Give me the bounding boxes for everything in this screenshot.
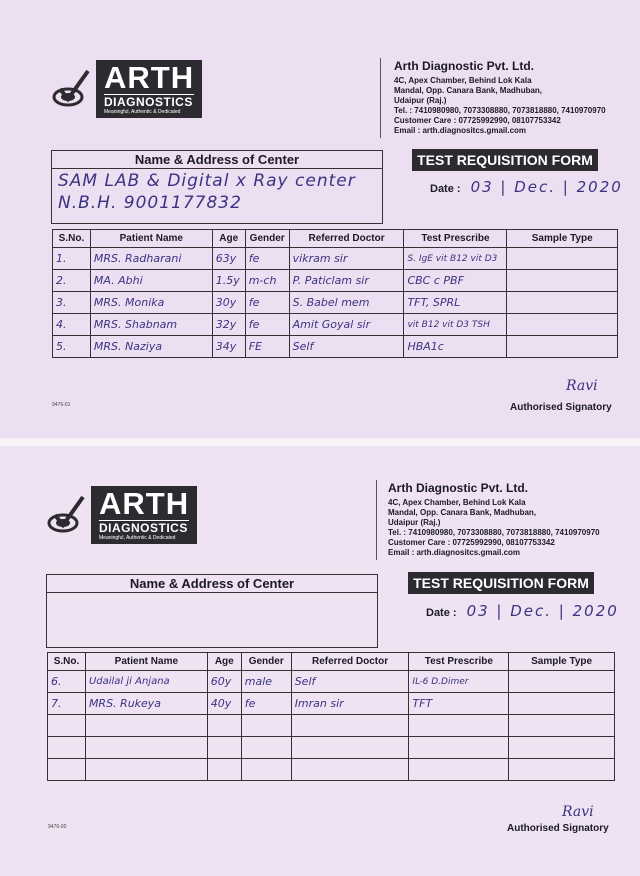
cell-patient-name: MRS. Rukeya bbox=[85, 693, 207, 715]
cell-patient-name: Udailal ji Anjana bbox=[85, 671, 207, 693]
signature-mark: Ravi bbox=[562, 804, 594, 820]
cell-patient-name: MRS. Monika bbox=[90, 292, 212, 314]
cell-referred-doctor: P. Paticlam sir bbox=[289, 270, 404, 292]
center-line-1 bbox=[47, 593, 377, 597]
col-age: Age bbox=[212, 230, 245, 248]
cell-test-prescribe bbox=[409, 759, 509, 781]
company-info bbox=[388, 480, 600, 558]
company-tel: Tel. : 7410980980, 7073308880, 7073818880, 7410970970 bbox=[388, 528, 600, 537]
cell-sno: 1. bbox=[53, 248, 91, 270]
logo-name: ARTH bbox=[104, 60, 195, 95]
cell-sample-type bbox=[509, 759, 615, 781]
center-line-2: N.B.H. 9001177832 bbox=[58, 193, 242, 213]
cell-sno bbox=[48, 737, 86, 759]
cell-gender: male bbox=[241, 671, 291, 693]
table-header bbox=[48, 653, 615, 671]
cell-sample-type bbox=[507, 292, 618, 314]
cell-referred-doctor: Imran sir bbox=[291, 693, 409, 715]
cell-age bbox=[207, 759, 241, 781]
center-line-1: SAM LAB & Digital x Ray center bbox=[58, 171, 356, 191]
logo-sub: DIAGNOSTICS bbox=[104, 95, 193, 109]
company-email: Email : arth.diagnositcs.gmail.com bbox=[388, 548, 521, 557]
cell-age: 30y bbox=[212, 292, 245, 314]
cell-test-prescribe: HBA1c bbox=[404, 336, 507, 358]
cell-gender: fe bbox=[245, 248, 289, 270]
company-name: Arth Diagnostic Pvt. Ltd. bbox=[394, 59, 535, 73]
company-name: Arth Diagnostic Pvt. Ltd. bbox=[388, 481, 529, 495]
cell-gender bbox=[241, 737, 291, 759]
col-sample-type: Sample Type bbox=[507, 230, 618, 248]
cell-age: 32y bbox=[212, 314, 245, 336]
cell-test-prescribe: TFT bbox=[409, 693, 509, 715]
table-header bbox=[53, 230, 618, 248]
table-row bbox=[53, 314, 618, 336]
arth-logo bbox=[45, 486, 197, 544]
signature-mark: Ravi bbox=[566, 378, 598, 394]
cell-gender: fe bbox=[241, 693, 291, 715]
cell-sample-type bbox=[507, 270, 618, 292]
cell-sample-type bbox=[509, 715, 615, 737]
cell-sample-type bbox=[509, 737, 615, 759]
cell-test-prescribe: IL-6 D.Dimer bbox=[409, 671, 509, 693]
date-field bbox=[426, 602, 619, 620]
cell-referred-doctor: S. Babel mem bbox=[289, 292, 404, 314]
cell-gender: FE bbox=[245, 336, 289, 358]
table-row bbox=[53, 292, 618, 314]
col-referred-doctor: Referred Doctor bbox=[289, 230, 404, 248]
cell-age: 1.5y bbox=[212, 270, 245, 292]
col-age: Age bbox=[207, 653, 241, 671]
date-value: 03 | Dec. | 2020 bbox=[466, 602, 619, 620]
cell-age: 60y bbox=[207, 671, 241, 693]
cell-patient-name: MRS. Naziya bbox=[90, 336, 212, 358]
form-code: 9476-01 bbox=[52, 402, 71, 408]
patient-table bbox=[47, 652, 615, 781]
company-address-3: Udaipur (Raj.) bbox=[388, 518, 441, 527]
center-box bbox=[51, 150, 383, 224]
form-title: TEST REQUISITION FORM bbox=[412, 149, 598, 171]
col-test-prescribe: Test Prescribe bbox=[404, 230, 507, 248]
cell-patient-name bbox=[85, 737, 207, 759]
table-row bbox=[48, 671, 615, 693]
authorised-signatory: Authorised Signatory bbox=[507, 823, 609, 834]
table-row bbox=[48, 759, 615, 781]
cell-referred-doctor: vikram sir bbox=[289, 248, 404, 270]
cell-sample-type bbox=[509, 671, 615, 693]
form-code: 9476-00 bbox=[48, 824, 67, 830]
cell-sample-type bbox=[507, 248, 618, 270]
cell-gender bbox=[241, 715, 291, 737]
col-sno: S.No. bbox=[53, 230, 91, 248]
cell-test-prescribe: TFT, SPRL bbox=[404, 292, 507, 314]
cell-age: 40y bbox=[207, 693, 241, 715]
table-row bbox=[48, 693, 615, 715]
col-gender: Gender bbox=[245, 230, 289, 248]
cell-gender: m-ch bbox=[245, 270, 289, 292]
logo-tagline: Meaningful, Authentic & Dedicated bbox=[99, 535, 176, 541]
cell-sno: 5. bbox=[53, 336, 91, 358]
table-row bbox=[48, 737, 615, 759]
company-address-2: Mandal, Opp. Canara Bank, Madhuban, bbox=[394, 86, 543, 95]
company-address-1: 4C, Apex Chamber, Behind Lok Kala bbox=[394, 76, 532, 85]
patient-table bbox=[52, 229, 618, 358]
cell-patient-name bbox=[85, 715, 207, 737]
company-email: Email : arth.diagnositcs.gmail.com bbox=[394, 126, 527, 135]
form-title: TEST REQUISITION FORM bbox=[408, 572, 594, 594]
col-referred-doctor: Referred Doctor bbox=[291, 653, 409, 671]
company-address-1: 4C, Apex Chamber, Behind Lok Kala bbox=[388, 498, 526, 507]
center-title: Name & Address of Center bbox=[52, 151, 382, 169]
cell-patient-name bbox=[85, 759, 207, 781]
cell-gender: fe bbox=[245, 292, 289, 314]
cell-referred-doctor: Amit Goyal sir bbox=[289, 314, 404, 336]
table-row bbox=[53, 336, 618, 358]
cell-referred-doctor bbox=[291, 737, 409, 759]
cell-test-prescribe: CBC c PBF bbox=[404, 270, 507, 292]
table-row bbox=[53, 270, 618, 292]
cell-referred-doctor bbox=[291, 715, 409, 737]
cell-test-prescribe bbox=[409, 715, 509, 737]
cell-age bbox=[207, 737, 241, 759]
logo-check-icon bbox=[45, 495, 85, 535]
date-label: Date : bbox=[426, 607, 457, 619]
center-box bbox=[46, 574, 378, 648]
col-gender: Gender bbox=[241, 653, 291, 671]
cell-referred-doctor bbox=[291, 759, 409, 781]
date-label: Date : bbox=[430, 183, 461, 195]
logo-name: ARTH bbox=[99, 486, 190, 521]
cell-sno: 3. bbox=[53, 292, 91, 314]
company-address-2: Mandal, Opp. Canara Bank, Madhuban, bbox=[388, 508, 537, 517]
header-divider bbox=[376, 480, 377, 560]
cell-patient-name: MRS. Radharani bbox=[90, 248, 212, 270]
date-value: 03 | Dec. | 2020 bbox=[470, 178, 623, 196]
requisition-form-2 bbox=[0, 446, 640, 876]
company-address-3: Udaipur (Raj.) bbox=[394, 96, 447, 105]
company-care: Customer Care : 07725992990, 08107753342 bbox=[394, 116, 561, 125]
cell-gender bbox=[241, 759, 291, 781]
cell-sno: 6. bbox=[48, 671, 86, 693]
cell-patient-name: MRS. Shabnam bbox=[90, 314, 212, 336]
company-info bbox=[394, 58, 606, 136]
col-sample-type: Sample Type bbox=[509, 653, 615, 671]
header-divider bbox=[380, 58, 381, 138]
logo-box bbox=[91, 486, 197, 544]
cell-sno: 2. bbox=[53, 270, 91, 292]
cell-test-prescribe: S. IgE vit B12 vit D3 bbox=[404, 248, 507, 270]
cell-patient-name: MA. Abhi bbox=[90, 270, 212, 292]
cell-gender: fe bbox=[245, 314, 289, 336]
arth-logo bbox=[50, 60, 202, 118]
date-field bbox=[430, 178, 623, 196]
cell-sno bbox=[48, 759, 86, 781]
table-row bbox=[53, 248, 618, 270]
logo-tagline: Meaningful, Authentic & Dedicated bbox=[104, 109, 181, 115]
cell-sno: 7. bbox=[48, 693, 86, 715]
company-tel: Tel. : 7410980980, 7073308880, 7073818880, 7410970970 bbox=[394, 106, 606, 115]
cell-age bbox=[207, 715, 241, 737]
cell-referred-doctor: Self bbox=[291, 671, 409, 693]
cell-sample-type bbox=[507, 314, 618, 336]
col-patient-name: Patient Name bbox=[90, 230, 212, 248]
logo-sub: DIAGNOSTICS bbox=[99, 521, 188, 535]
logo-box bbox=[96, 60, 202, 118]
cell-sample-type bbox=[509, 693, 615, 715]
cell-age: 34y bbox=[212, 336, 245, 358]
authorised-signatory: Authorised Signatory bbox=[510, 402, 612, 413]
cell-test-prescribe: vit B12 vit D3 TSH bbox=[404, 314, 507, 336]
logo-check-icon bbox=[50, 69, 90, 109]
col-patient-name: Patient Name bbox=[85, 653, 207, 671]
col-test-prescribe: Test Prescribe bbox=[409, 653, 509, 671]
cell-referred-doctor: Self bbox=[289, 336, 404, 358]
table-row bbox=[48, 715, 615, 737]
cell-test-prescribe bbox=[409, 737, 509, 759]
cell-sample-type bbox=[507, 336, 618, 358]
company-care: Customer Care : 07725992990, 08107753342 bbox=[388, 538, 555, 547]
col-sno: S.No. bbox=[48, 653, 86, 671]
center-title: Name & Address of Center bbox=[47, 575, 377, 593]
cell-sno bbox=[48, 715, 86, 737]
cell-sno: 4. bbox=[53, 314, 91, 336]
cell-age: 63y bbox=[212, 248, 245, 270]
